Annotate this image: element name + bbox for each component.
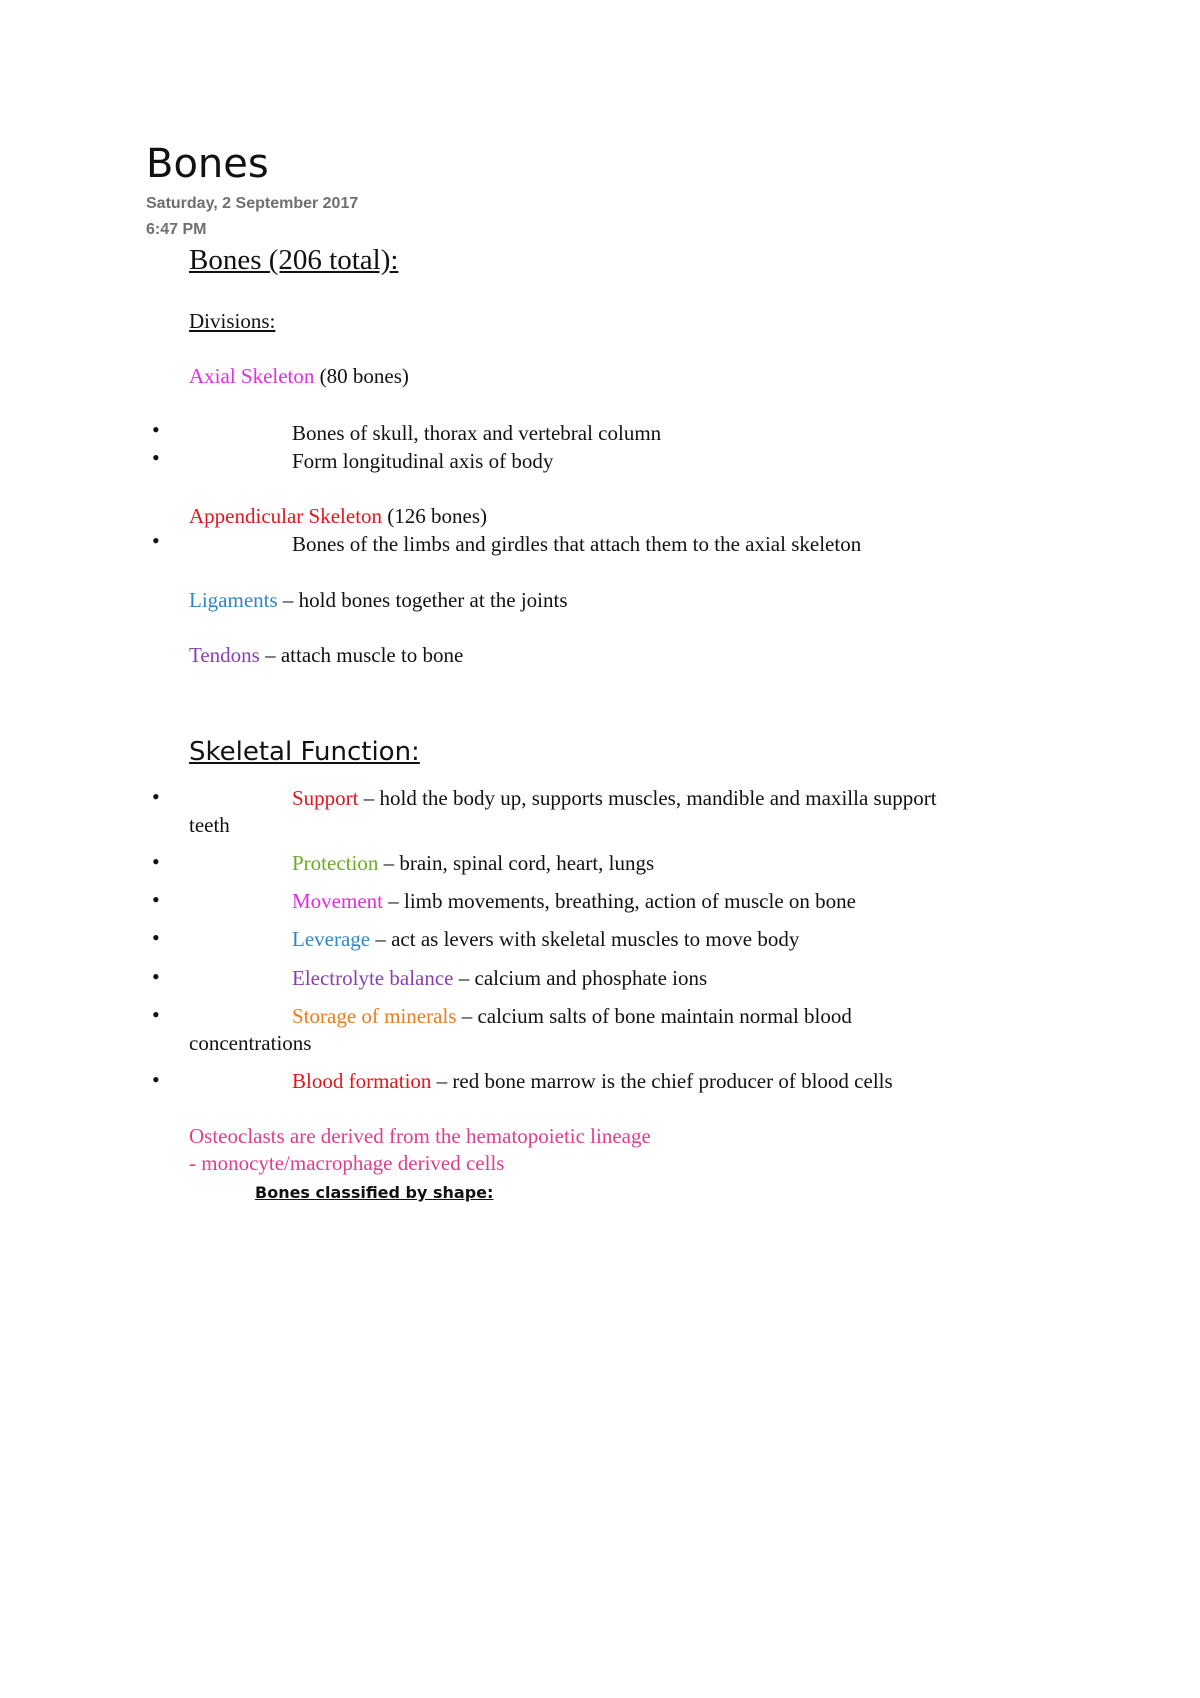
axial-skeleton-line xyxy=(189,364,409,389)
ligaments-line xyxy=(189,588,568,613)
tendons-desc: – attach muscle to bone xyxy=(259,643,464,667)
appendicular-skeleton-term: Appendicular Skeleton xyxy=(189,504,383,528)
function-desc: – calcium salts of bone maintain normal blood xyxy=(456,1004,852,1028)
bones-classified-heading: Bones classified by shape: xyxy=(255,1183,494,1202)
bullet-icon: • xyxy=(152,1002,160,1027)
page-title: Bones xyxy=(146,141,269,187)
bullet-icon: • xyxy=(152,1067,160,1092)
function-item-electrolyte xyxy=(292,966,707,991)
function-term: Leverage xyxy=(292,927,371,951)
function-term: Blood formation xyxy=(292,1069,432,1093)
divisions-label: Divisions: xyxy=(189,309,276,333)
function-desc: – act as levers with skeletal muscles to move body xyxy=(370,927,800,951)
appendicular-skeleton-line xyxy=(189,504,487,529)
function-item-blood-formation xyxy=(292,1069,893,1094)
function-item-leverage xyxy=(292,927,799,952)
function-term: Protection xyxy=(292,851,379,875)
function-desc: – hold the body up, supports muscles, mandible and maxilla support xyxy=(358,786,937,810)
function-term: Electrolyte balance xyxy=(292,966,454,990)
function-item-support xyxy=(292,786,937,811)
function-desc: – limb movements, breathing, action of muscle on bone xyxy=(382,889,856,913)
bullet-icon: • xyxy=(152,417,160,442)
bullet-icon: • xyxy=(152,784,160,809)
axial-skeleton-term: Axial Skeleton xyxy=(189,364,315,388)
axial-bullet-2: Form longitudinal axis of body xyxy=(292,449,554,473)
function-desc: – calcium and phosphate ions xyxy=(453,966,708,990)
ligaments-desc: – hold bones together at the joints xyxy=(277,588,568,612)
bullet-icon: • xyxy=(152,849,160,874)
bullet-icon: • xyxy=(152,925,160,950)
tendons-term: Tendons xyxy=(189,643,260,667)
function-item-storage xyxy=(292,1004,852,1029)
function-item-movement xyxy=(292,889,856,914)
bullet-icon: • xyxy=(152,445,160,470)
bones-heading: Bones (206 total): xyxy=(189,244,399,276)
bullet-icon: • xyxy=(152,887,160,912)
skeletal-function-heading: Skeletal Function: xyxy=(189,737,420,767)
tendons-line xyxy=(189,643,463,668)
appendicular-skeleton-count: (126 bones) xyxy=(382,504,488,528)
function-item-support-cont: teeth xyxy=(189,813,230,837)
bullet-icon: • xyxy=(152,964,160,989)
function-term: Movement xyxy=(292,889,383,913)
bullet-icon: • xyxy=(152,528,160,553)
function-desc: – red bone marrow is the chief producer of blood cells xyxy=(431,1069,893,1093)
function-item-storage-cont: concentrations xyxy=(189,1031,312,1055)
appendicular-bullet-1: Bones of the limbs and girdles that attach them to the axial skeleton xyxy=(292,532,862,556)
ligaments-term: Ligaments xyxy=(189,588,278,612)
axial-skeleton-count: (80 bones) xyxy=(314,364,409,388)
axial-bullet-1: Bones of skull, thorax and vertebral column xyxy=(292,421,662,445)
function-item-protection xyxy=(292,851,654,876)
function-desc: – brain, spinal cord, heart, lungs xyxy=(378,851,655,875)
osteoclasts-note-line-2: - monocyte/macrophage derived cells xyxy=(189,1151,505,1175)
page-time: 6:47 PM xyxy=(146,221,207,238)
function-term: Support xyxy=(292,786,359,810)
page-date: Saturday, 2 September 2017 xyxy=(146,195,359,212)
function-term: Storage of minerals xyxy=(292,1004,457,1028)
osteoclasts-note-line-1: Osteoclasts are derived from the hematopoietic lineage xyxy=(189,1124,651,1148)
